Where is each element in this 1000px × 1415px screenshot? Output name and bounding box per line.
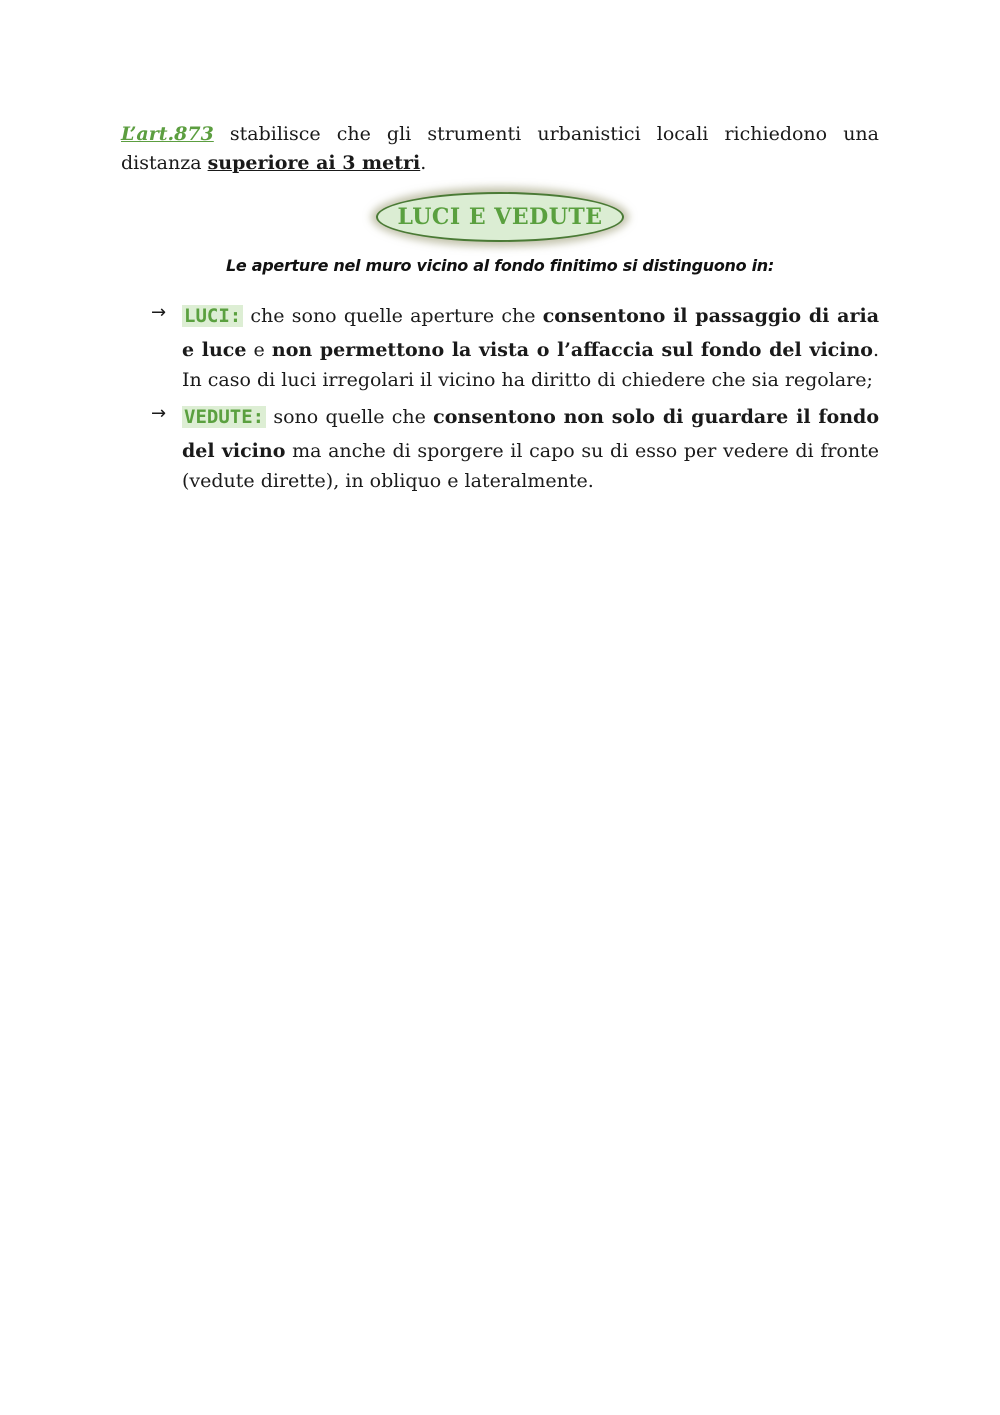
term-luci: LUCI: — [184, 305, 242, 327]
luci-text-2: e — [246, 339, 272, 361]
vedute-bold-1: consentono non solo di guardare il fondo del vicino — [182, 406, 879, 462]
luci-bold-2: non permettono la vista o l’affaccia sul fondo del vicino — [271, 339, 873, 361]
section-title: LUCI E VEDUTE — [397, 204, 603, 230]
luci-text-1: che sono quelle aperture che — [243, 305, 543, 327]
article-reference-link[interactable]: L’art.873 — [121, 123, 214, 145]
vedute-text-1: sono quelle che — [266, 406, 434, 428]
intro-period: . — [420, 152, 427, 174]
intro-text: stabilisce che gli strumenti urbanistici locali richiedono una distanza — [121, 123, 879, 174]
luci-bold-1: consentono il passaggio di aria e luce — [182, 305, 880, 361]
intro-paragraph — [121, 120, 879, 178]
list-item-luci — [121, 299, 879, 394]
term-vedute: VEDUTE: — [184, 406, 265, 428]
distance-emphasis: superiore ai 3 metri — [207, 152, 421, 174]
document-page — [121, 120, 879, 495]
vedute-text-2: ma anche di sporgere il capo su di esso per vedere di fronte (vedute dirette), in obliquo e lateralmente. — [182, 440, 879, 492]
section-title-wrapper — [121, 192, 879, 242]
list-item-vedute — [121, 400, 879, 495]
section-subtitle: Le aperture nel muro vicino al fondo finitimo si distinguono in: — [226, 256, 774, 275]
section-title-oval — [376, 192, 624, 242]
arrow-right-icon: → — [151, 403, 167, 424]
definition-list — [121, 299, 879, 495]
arrow-right-icon: → — [151, 302, 167, 323]
luci-text-3: . In caso di luci irregolari il vicino ha diritto di chiedere che sia regolare; — [182, 339, 879, 391]
